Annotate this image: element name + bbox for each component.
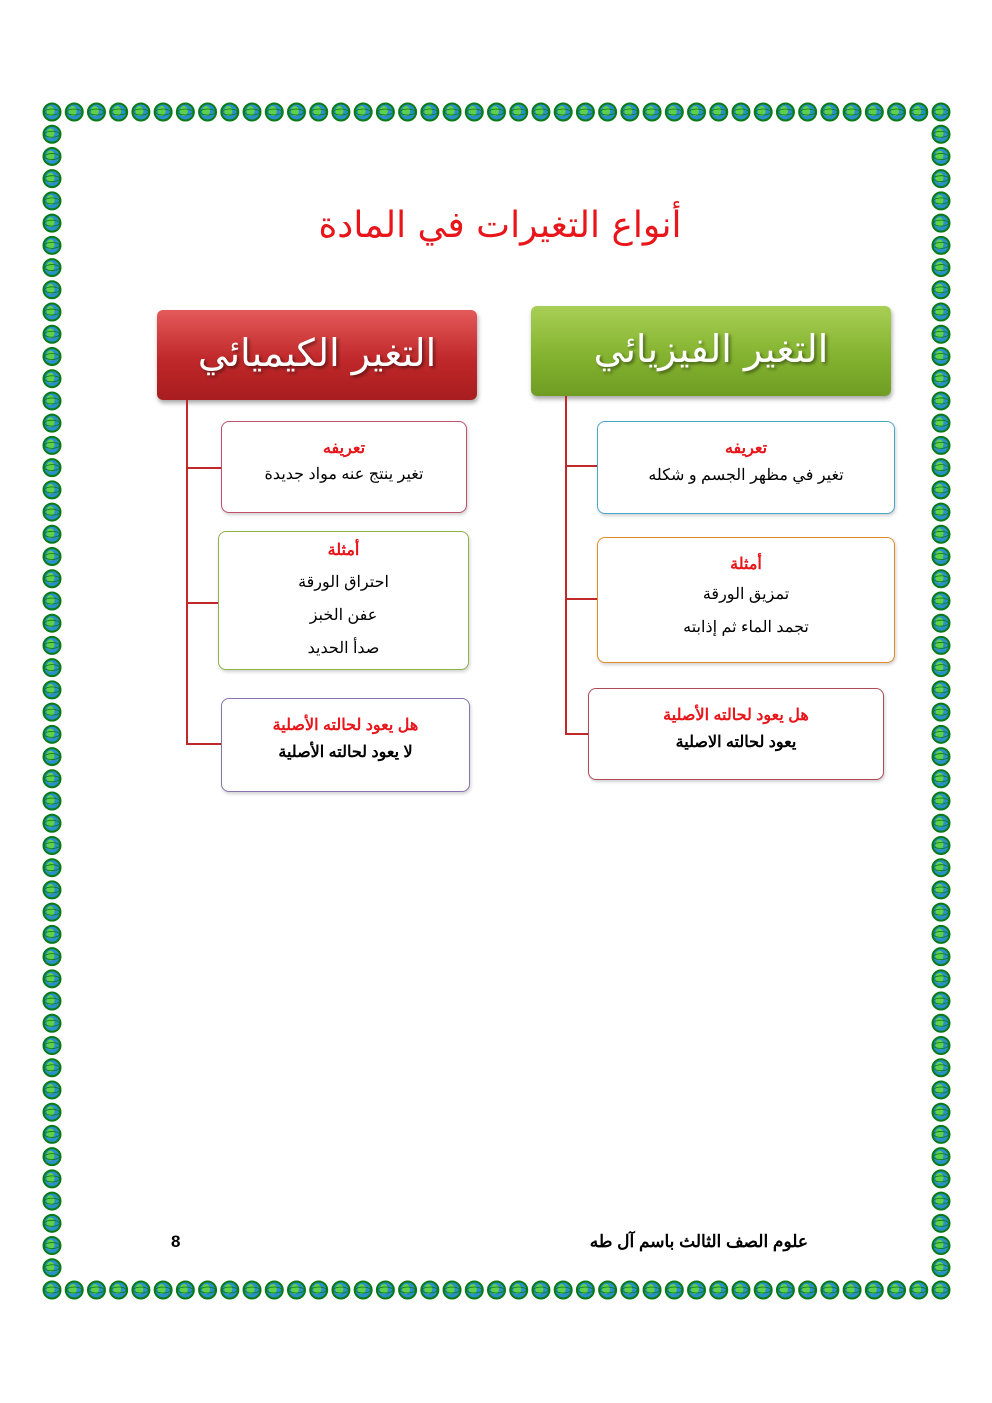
globe-icon: [933, 437, 950, 454]
chemical-reversible-text: لا يعود لحالته الأصلية: [278, 744, 413, 761]
chemical-definition-text: تغير ينتج عنه مواد جديدة: [264, 466, 424, 483]
globe-icon: [621, 1282, 638, 1299]
physical-example-item: تجمد الماء ثم إذابته: [683, 619, 809, 636]
globe-icon: [510, 104, 527, 121]
globe-icon: [421, 104, 438, 121]
page-title: أنواع التغيرات في المادة: [318, 205, 682, 246]
globe-icon: [44, 1170, 61, 1187]
globe-icon: [933, 926, 950, 943]
globe-icon: [110, 104, 127, 121]
globe-icon: [933, 1081, 950, 1098]
globe-icon: [821, 1282, 838, 1299]
globe-icon: [933, 993, 950, 1010]
globe-icon: [377, 1282, 394, 1299]
globe-icon: [266, 1282, 283, 1299]
globe-icon: [599, 104, 616, 121]
globe-icon: [288, 104, 305, 121]
globe-icon: [866, 1282, 883, 1299]
globe-icon: [44, 415, 61, 432]
globe-icon: [933, 1215, 950, 1232]
globe-icon: [933, 1259, 950, 1276]
globe-icon: [44, 1237, 61, 1254]
globe-icon: [155, 104, 172, 121]
globe-icon: [44, 348, 61, 365]
chemical-definition-heading: تعريفه: [322, 440, 366, 457]
globe-icon: [933, 1015, 950, 1032]
globe-icon: [844, 1282, 861, 1299]
globe-icon: [44, 570, 61, 587]
globe-icon: [44, 770, 61, 787]
globe-icon: [44, 659, 61, 676]
globe-icon: [755, 1282, 772, 1299]
globe-icon: [399, 104, 416, 121]
globe-icon: [933, 1037, 950, 1054]
globe-icon: [221, 104, 238, 121]
chemical-examples-box: [218, 531, 469, 670]
globe-icon: [132, 1282, 149, 1299]
globe-icon: [933, 904, 950, 921]
globe-icon: [444, 104, 461, 121]
globe-icon: [933, 1104, 950, 1121]
globe-icon: [910, 104, 927, 121]
globe-icon: [933, 770, 950, 787]
globe-icon: [888, 104, 905, 121]
globe-icon: [933, 548, 950, 565]
globe-icon: [44, 326, 61, 343]
globe-icon: [599, 1282, 616, 1299]
globe-icon: [44, 1081, 61, 1098]
globe-icon: [88, 104, 105, 121]
globe-icon: [44, 392, 61, 409]
globe-icon: [66, 104, 83, 121]
physical-reversible-text: يعود لحالته الاصلية: [675, 734, 797, 751]
globe-icon: [933, 1170, 950, 1187]
globe-icon: [933, 1126, 950, 1143]
globe-icon: [710, 1282, 727, 1299]
globe-icon: [66, 1282, 83, 1299]
globe-icon: [44, 548, 61, 565]
globe-icon: [577, 1282, 594, 1299]
globe-icon: [933, 370, 950, 387]
globe-icon: [44, 815, 61, 832]
globe-icon: [44, 1148, 61, 1165]
physical-reversible-box: [588, 688, 884, 780]
globe-icon: [177, 1282, 194, 1299]
globe-icon: [933, 459, 950, 476]
chemical-connector-branch: [186, 743, 222, 745]
globe-icon: [933, 681, 950, 698]
globe-icon: [44, 993, 61, 1010]
globe-icon: [666, 104, 683, 121]
globe-icon: [44, 904, 61, 921]
globe-icon: [933, 881, 950, 898]
globe-icon: [510, 1282, 527, 1299]
physical-connector-branch: [565, 465, 598, 467]
globe-icon: [199, 1282, 216, 1299]
globe-icon: [199, 104, 216, 121]
globe-icon: [644, 104, 661, 121]
globe-icon: [933, 304, 950, 321]
physical-connector-branch: [565, 598, 598, 600]
globe-icon: [555, 1282, 572, 1299]
globe-icon: [688, 104, 705, 121]
globe-icon: [466, 1282, 483, 1299]
globe-icon: [44, 881, 61, 898]
globe-icon: [666, 1282, 683, 1299]
globe-icon: [933, 504, 950, 521]
globe-icon: [44, 592, 61, 609]
globe-icon: [755, 104, 772, 121]
chemical-connector-branch: [186, 602, 219, 604]
globe-icon: [266, 104, 283, 121]
globe-icon: [933, 481, 950, 498]
globe-icon: [44, 926, 61, 943]
globe-icon: [44, 104, 61, 121]
globe-icon: [732, 1282, 749, 1299]
chemical-connector-branch: [186, 467, 222, 469]
globe-icon: [44, 1037, 61, 1054]
globe-icon: [44, 526, 61, 543]
globe-icon: [933, 104, 950, 121]
globe-icon: [155, 1282, 172, 1299]
globe-icon: [466, 104, 483, 121]
globe-icon: [844, 104, 861, 121]
globe-icon: [933, 748, 950, 765]
globe-icon: [44, 859, 61, 876]
globe-icon: [933, 837, 950, 854]
globe-icon: [532, 104, 549, 121]
globe-icon: [132, 104, 149, 121]
chemical-definition-box: [221, 421, 467, 513]
globe-icon: [44, 1215, 61, 1232]
globe-icon: [421, 1282, 438, 1299]
globe-icon: [933, 192, 950, 209]
globe-icon: [799, 104, 816, 121]
globe-icon: [44, 948, 61, 965]
globe-icon: [933, 415, 950, 432]
globe-icon: [933, 281, 950, 298]
globe-icon: [44, 437, 61, 454]
globe-icon: [44, 259, 61, 276]
globe-icon: [555, 104, 572, 121]
globe-icon: [933, 215, 950, 232]
globe-icon: [399, 1282, 416, 1299]
physical-connector-line: [565, 396, 567, 734]
globe-icon: [44, 1193, 61, 1210]
globe-icon: [933, 970, 950, 987]
globe-icon: [44, 459, 61, 476]
physical-reversible-heading: هل يعود لحالته الأصلية: [663, 707, 809, 724]
globe-icon: [44, 148, 61, 165]
globe-icon: [933, 615, 950, 632]
chemical-examples-heading: أمثلة: [327, 542, 360, 559]
globe-icon: [710, 104, 727, 121]
globe-icon: [910, 1282, 927, 1299]
chemical-example-item: صدأ الحديد: [307, 640, 380, 657]
globe-icon: [933, 704, 950, 721]
chemical-change-header: التغير الكيميائي: [157, 310, 477, 400]
globe-icon: [44, 192, 61, 209]
globe-icon: [44, 304, 61, 321]
globe-icon: [866, 104, 883, 121]
globe-icon: [688, 1282, 705, 1299]
globe-icon: [44, 970, 61, 987]
physical-examples-box: [597, 537, 895, 663]
globe-icon: [44, 215, 61, 232]
globe-icon: [888, 1282, 905, 1299]
globe-icon: [933, 326, 950, 343]
globe-icon: [933, 726, 950, 743]
globe-icon: [933, 592, 950, 609]
globe-icon: [644, 1282, 661, 1299]
globe-icon: [933, 1237, 950, 1254]
globe-icon: [44, 704, 61, 721]
globe-icon: [933, 348, 950, 365]
globe-icon: [577, 104, 594, 121]
globe-icon: [44, 1059, 61, 1076]
globe-icon: [821, 104, 838, 121]
globe-icon: [44, 1015, 61, 1032]
globe-icon: [933, 793, 950, 810]
globe-icon: [44, 481, 61, 498]
globe-icon: [44, 281, 61, 298]
globe-icon: [44, 726, 61, 743]
footer-credit: علوم الصف الثالث باسم آل طه: [589, 1232, 808, 1251]
globe-icon: [444, 1282, 461, 1299]
globe-icon: [88, 1282, 105, 1299]
globe-icon: [310, 1282, 327, 1299]
globe-icon: [777, 1282, 794, 1299]
globe-icon: [44, 837, 61, 854]
globe-icon: [777, 104, 794, 121]
globe-icon: [44, 170, 61, 187]
globe-icon: [933, 637, 950, 654]
globe-icon: [332, 1282, 349, 1299]
globe-icon: [933, 1148, 950, 1165]
globe-icon: [621, 104, 638, 121]
globe-icon: [177, 104, 194, 121]
globe-icon: [377, 104, 394, 121]
globe-icon: [44, 1282, 61, 1299]
chemical-example-item: احتراق الورقة: [298, 574, 389, 591]
globe-icon: [933, 659, 950, 676]
globe-icon: [44, 793, 61, 810]
globe-icon: [44, 504, 61, 521]
physical-definition-heading: تعريفه: [724, 440, 768, 457]
globe-icon: [44, 681, 61, 698]
globe-icon: [44, 615, 61, 632]
physical-example-item: تمزيق الورقة: [702, 586, 790, 603]
globe-icon: [488, 104, 505, 121]
globe-icon: [933, 392, 950, 409]
globe-icon: [933, 237, 950, 254]
globe-icon: [933, 148, 950, 165]
chemical-example-item: عفن الخبز: [309, 607, 378, 624]
physical-examples-heading: أمثلة: [730, 556, 762, 573]
chemical-reversible-box: [221, 698, 470, 792]
physical-definition-text: تغير في مظهر الجسم و شكله: [648, 467, 844, 484]
chemical-connector-line: [186, 400, 188, 745]
globe-icon: [933, 1059, 950, 1076]
globe-icon: [933, 815, 950, 832]
physical-change-header: التغير الفيزيائي: [531, 306, 891, 396]
physical-connector-branch: [565, 733, 589, 735]
globe-icon: [488, 1282, 505, 1299]
globe-icon: [799, 1282, 816, 1299]
globe-icon: [933, 1193, 950, 1210]
globe-icon: [288, 1282, 305, 1299]
globe-icon: [44, 1126, 61, 1143]
globe-icon: [44, 370, 61, 387]
globe-icon: [732, 104, 749, 121]
globe-icon: [933, 1282, 950, 1299]
globe-icon: [933, 859, 950, 876]
globe-icon: [310, 104, 327, 121]
globe-icon: [933, 170, 950, 187]
globe-icon: [221, 1282, 238, 1299]
physical-definition-box: [597, 421, 895, 514]
globe-icon: [355, 1282, 372, 1299]
globe-icon: [933, 126, 950, 143]
globe-icon: [44, 1259, 61, 1276]
globe-icon: [332, 104, 349, 121]
globe-icon: [44, 637, 61, 654]
globe-icon: [933, 948, 950, 965]
page-number: 8: [171, 1232, 181, 1251]
globe-icon: [933, 526, 950, 543]
globe-icon: [244, 1282, 261, 1299]
globe-icon: [44, 237, 61, 254]
globe-icon: [44, 126, 61, 143]
globe-icon: [44, 748, 61, 765]
globe-icon: [532, 1282, 549, 1299]
globe-icon: [355, 104, 372, 121]
globe-icon: [933, 570, 950, 587]
globe-icon: [933, 259, 950, 276]
globe-icon: [44, 1104, 61, 1121]
chemical-reversible-heading: هل يعود لحالته الأصلية: [272, 717, 419, 734]
globe-icon: [110, 1282, 127, 1299]
globe-icon: [244, 104, 261, 121]
